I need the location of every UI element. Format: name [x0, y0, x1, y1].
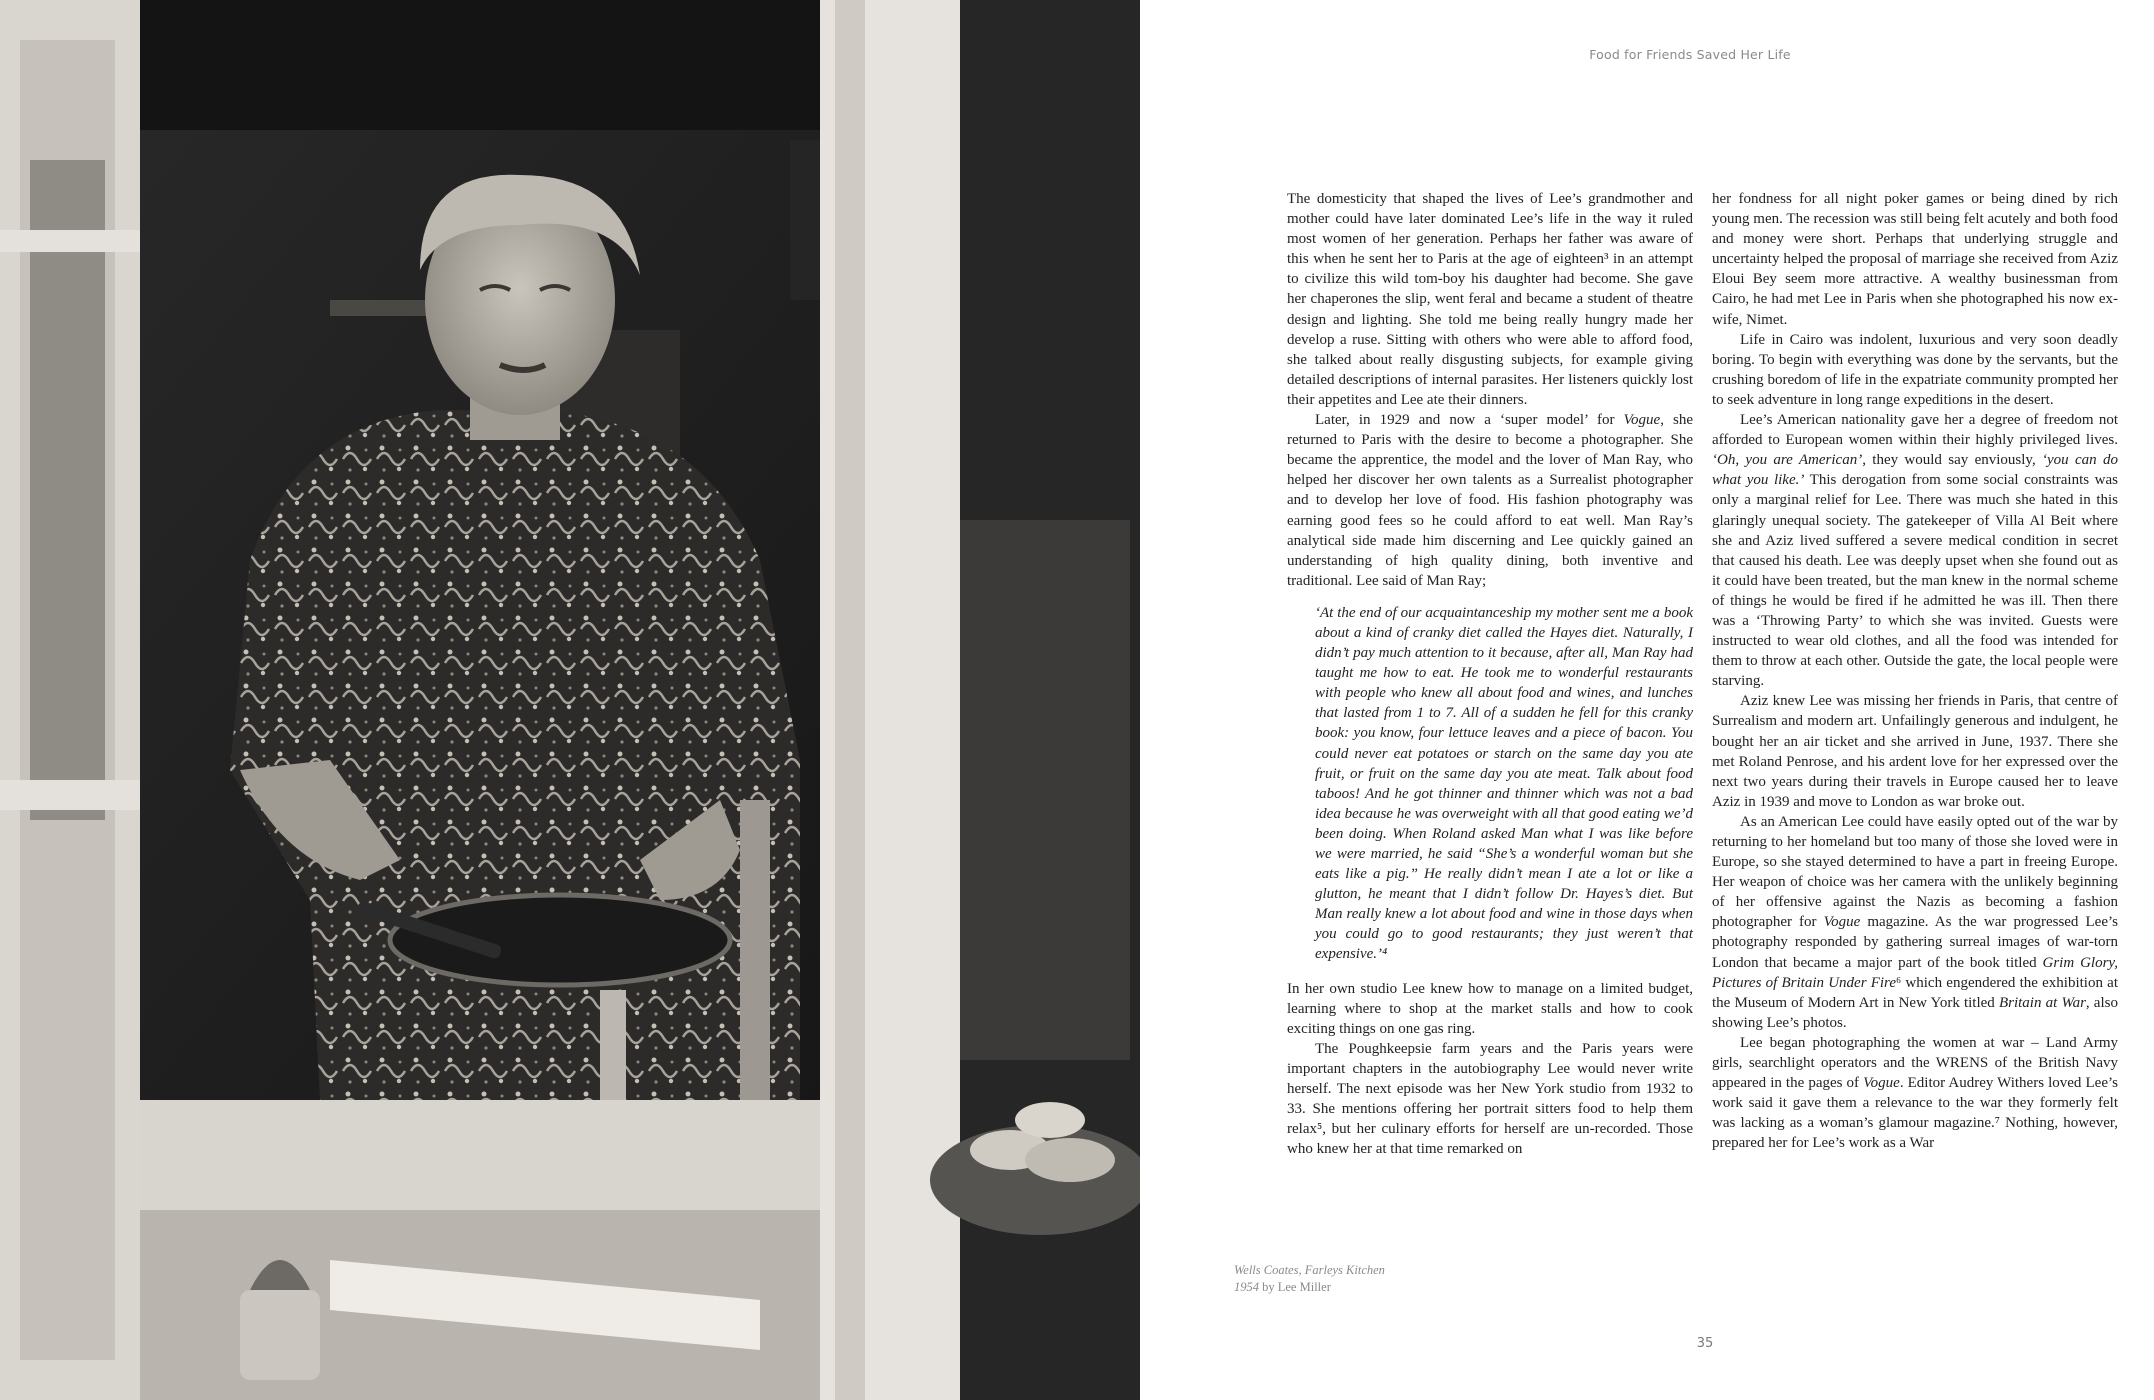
caption-credit	[1234, 1279, 1385, 1296]
paragraph: In her own studio Lee knew how to manage on a limited budget, learning where to shop at the market stalls and how to cook exciting things on one gas ring.	[1287, 980, 1693, 1037]
text-run: , she returned to Paris with the desire to become a photographer. She became the apprentice, the model and the lover of Man Ray, who helped her discover her own talents as a Surrealist photographer and to develop her love of food. His fashion photography was earning good fees so he could afford to eat well. Man Ray’s analytical side made him discerning and Lee quickly gained an understanding of high quality dining, both inventive and traditional. Lee said of Man Ray;	[1287, 412, 1693, 589]
running-head: Food for Friends Saved Her Life	[1589, 47, 1791, 62]
magazine-title: Vogue	[1863, 1075, 1900, 1092]
text-run: ⁶ which engendered the exhibition at the Museum of Modern Art in New York titled	[1712, 974, 2118, 1011]
text-run: , also showing Lee’s photos.	[1712, 994, 2118, 1031]
text-column-left	[1287, 189, 1693, 1159]
page-number: 35	[1696, 1336, 1714, 1351]
paragraph	[1287, 410, 1693, 591]
text-run: magazine. As the war progressed Lee’s photography responded by gathering surreal images of war-torn London that became a major part of the book titled	[1712, 914, 2118, 971]
exhibition-title: Britain at War	[1998, 994, 2086, 1011]
text-run: Lee’s American nationality gave her a degree of freedom not afforded to European women within their highly privileged lives.	[1712, 412, 2118, 449]
magazine-title: Vogue	[1623, 412, 1661, 429]
photo-caption	[1234, 1262, 1385, 1296]
quote-run: ‘Oh, you are American’	[1712, 452, 1863, 469]
text-run: , they would say enviously,	[1862, 452, 2043, 469]
text-run: . Editor Audrey Withers loved Lee’s work said it gave them a relevance to the war they formerly felt was lacking as a woman’s glamour magazine.⁷ Nothing, however, prepared her for Lee’s work as a War	[1712, 1075, 2118, 1152]
paragraph	[1712, 812, 2118, 1033]
paragraph: her fondness for all night poker games or being dined by rich young men. The recession was still being felt acutely and both food and money were short. Perhaps that underlying struggle and uncertainty helped the proposal of marriage she received from Aziz Eloui Bey seem more attractive. A wealthy businessman from Cairo, he had met Lee in Paris when she photographed his now ex-wife, Nimet.	[1712, 191, 2118, 328]
text-column-right	[1712, 189, 2118, 1154]
text-run: Later, in 1929 and now a ‘super model’ for	[1315, 412, 1624, 429]
quote-run: ‘you can do what you like.’	[1712, 452, 2118, 489]
paragraph: The domesticity that shaped the lives of Lee’s grandmother and mother could have later dominated Lee’s life in the way it ruled most women of her generation. Perhaps her father was aware of this when he sent her to Paris at the age of eighteen³ in an attempt to civilize this wild tom-boy his daughter had become. She gave her chaperones the slip, went feral and became a student of theatre design and lighting. She told me being really hungry made her develop a ruse. Sitting with others who were able to afford food, she talked about really disgusting subjects, for example giving detailed descriptions of internal parasites. Her listeners quickly lost their appetites and Lee ate their dinners.	[1287, 191, 1693, 408]
text-run: As an American Lee could have easily opted out of the war by returning to her homeland but too many of those she loved were in Europe, so she stayed determined to have a part in freeing Europe. Her weapon of choice was her camera with the unlikely beginning of her offensive against the Nazis as becoming a fashion photographer for	[1712, 813, 2118, 931]
magazine-title: Vogue	[1823, 914, 1861, 931]
paragraph: Aziz knew Lee was missing her friends in Paris, that centre of Surrealism and modern art. Unfailingly generous and indulgent, he bought her an air ticket and she arrived in June, 1937. There she met Roland Penrose, and his ardent love for her expressed over the next two years during their travels in Europe caused her to leave Aziz in 1939 and move to London as war broke out.	[1712, 693, 2118, 810]
paragraph	[1712, 410, 2118, 691]
caption-year: 1954	[1234, 1280, 1259, 1294]
book-title: Grim Glory, Pictures of Britain Under Fire	[1712, 954, 2118, 991]
paragraph: The Poughkeepsie farm years and the Paris years were important chapters in the autobiography Lee would never write herself. The next episode was her New York studio from 1932 to 33. She mentions offering her portrait sitters food to help them relax⁵, but her culinary efforts for herself are un-recorded. Those who knew her at that time remarked on	[1287, 1040, 1693, 1158]
paragraph	[1712, 1033, 2118, 1154]
caption-photographer: by Lee Miller	[1259, 1280, 1331, 1294]
text-run: This derogation from some social constraints was only a marginal relief for Lee. There was much she hated in this glaringly unequal society. The gatekeeper of Villa Al Beit where she and Aziz lived suffered a severe medical condition in secret that caused his death. Lee was deeply upset when she found out as it could have been treated, but the man knew in the normal scheme of things he would be fired if he admitted he was ill. Then there was a ‘Throwing Party’ to which she was invited. Guests were instructed to wear old clothes, and all the food was intended for them to throw at each other. Outside the gate, the local people were starving.	[1712, 472, 2118, 690]
caption-title: Wells Coates, Farleys Kitchen	[1234, 1263, 1385, 1277]
block-quote: ‘At the end of our acquaintanceship my mother sent me a book about a kind of cranky diet called the Hayes diet. Naturally, I didn’t pay much attention to it because, after all, Man Ray had taught me how to eat. He took me to wonderful restaurants with people who knew all about food and wines, and lunches that lasted from 1 to 7. All of a sudden he fell for this cranky book: you know, four lettuce leaves and a piece of bacon. You could never eat potatoes or starch on the same day you ate fruit, or fruit on the same day you ate meat. Talk about food taboos! And he got thinner and thinner which was not a bad idea because he was overweight with all that good eating we’d been doing. When Roland asked Man what I was like before we were married, he said “She’s a wonderful woman but she eats like a pig.” He really didn’t mean I ate a lot or like a glutton, he meant that I didn’t follow Dr. Hayes’s diet. But Man really knew a lot about food and wine in those days when you could go to good restaurants; they just weren’t that expensive.’⁴	[1315, 604, 1693, 963]
paragraph: Life in Cairo was indolent, luxurious and very soon deadly boring. To begin with everything was done by the servants, but the crushing boredom of life in the expatriate community prompted her to seek adventure in long range expeditions in the desert.	[1712, 331, 2118, 408]
text-run: Lee began photographing the women at war – Land Army girls, searchlight operators and the WRENS of the British Navy appeared in the pages of	[1712, 1034, 2118, 1092]
